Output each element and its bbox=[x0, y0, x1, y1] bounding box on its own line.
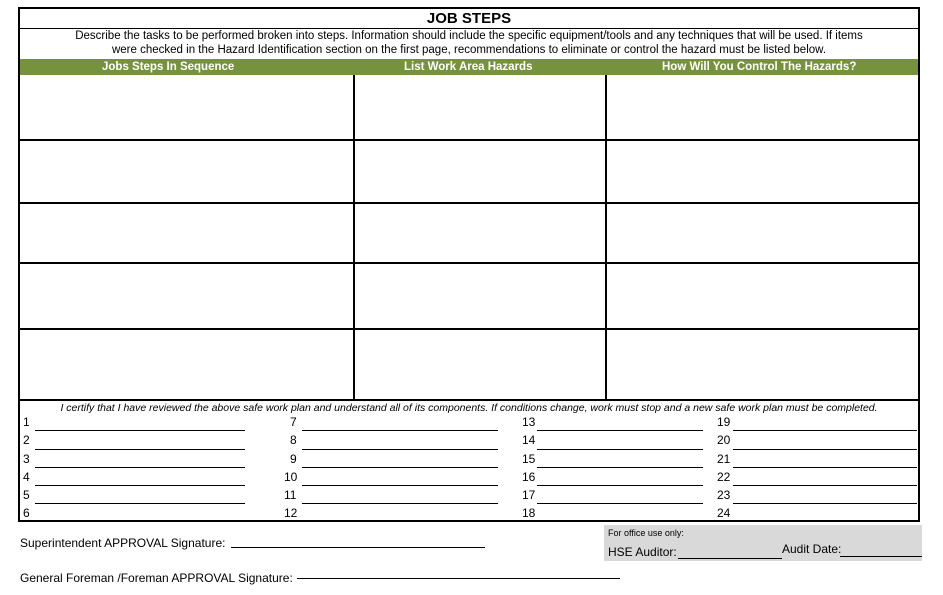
crew-signature-area bbox=[20, 414, 920, 522]
step-cell[interactable] bbox=[20, 264, 353, 328]
signature-line[interactable] bbox=[537, 449, 703, 450]
control-cell[interactable] bbox=[607, 75, 918, 139]
office-use-note: For office use only: bbox=[608, 528, 684, 538]
signature-line[interactable] bbox=[302, 467, 498, 468]
signature-number: 10 bbox=[284, 470, 298, 484]
signature-line[interactable] bbox=[302, 503, 498, 504]
signature-line[interactable] bbox=[537, 485, 703, 486]
signature-number: 11 bbox=[284, 488, 297, 502]
signature-line[interactable] bbox=[35, 449, 245, 450]
signature-number: 19 bbox=[717, 415, 731, 429]
signature-number: 22 bbox=[717, 470, 731, 484]
control-cell[interactable] bbox=[607, 141, 918, 202]
column-header-steps: Jobs Steps In Sequence bbox=[102, 61, 235, 73]
office-use-box bbox=[604, 525, 922, 561]
hazard-cell[interactable] bbox=[355, 141, 605, 202]
signature-number: 12 bbox=[284, 506, 298, 520]
control-cell[interactable] bbox=[607, 204, 918, 262]
signature-number: 6 bbox=[23, 506, 30, 520]
instructions bbox=[20, 29, 918, 57]
column-header-hazards: List Work Area Hazards bbox=[404, 61, 533, 73]
signature-number: 3 bbox=[23, 452, 30, 466]
signature-line[interactable] bbox=[35, 485, 245, 486]
step-cell[interactable] bbox=[20, 330, 353, 399]
hazard-cell[interactable] bbox=[355, 204, 605, 262]
signature-number: 17 bbox=[522, 488, 536, 502]
column-header-controls: How Will You Control The Hazards? bbox=[662, 61, 857, 73]
signature-number: 7 bbox=[290, 415, 297, 429]
step-cell[interactable] bbox=[20, 141, 353, 202]
signature-line[interactable] bbox=[733, 430, 917, 431]
instructions-line-2: were checked in the Hazard Identification section on the first page, recommendations to eliminate or control the hazard must be listed below. bbox=[111, 44, 827, 56]
foreman-signature-label: General Foreman /Foreman APPROVAL Signature: bbox=[20, 571, 293, 585]
signature-number: 2 bbox=[23, 433, 30, 447]
signature-number: 1 bbox=[23, 415, 30, 429]
signature-number: 5 bbox=[23, 488, 30, 502]
signature-number: 24 bbox=[717, 506, 731, 520]
superintendent-signature-line[interactable] bbox=[231, 547, 485, 548]
certification-statement: I certify that I have reviewed the above safe work plan and understand all of its components. If conditions change, work must stop and a new safe work plan must be completed. bbox=[60, 402, 878, 414]
control-cell[interactable] bbox=[607, 264, 918, 328]
step-cell[interactable] bbox=[20, 75, 353, 139]
instructions-line-1: Describe the tasks to be performed broken into steps. Information should include the specific equipment/tools and any techniques that will be used. If items bbox=[75, 30, 863, 42]
foreman-signature-line[interactable] bbox=[297, 578, 620, 579]
signature-line[interactable] bbox=[35, 430, 245, 431]
hazard-cell[interactable] bbox=[355, 330, 605, 399]
signature-number: 4 bbox=[23, 470, 30, 484]
signature-number: 21 bbox=[717, 452, 731, 466]
signature-line[interactable] bbox=[35, 467, 245, 468]
control-cell[interactable] bbox=[607, 330, 918, 399]
signature-line[interactable] bbox=[302, 485, 498, 486]
signature-number: 8 bbox=[290, 433, 297, 447]
audit-date-label: Audit Date: bbox=[782, 542, 842, 556]
hse-auditor-label: HSE Auditor: bbox=[608, 545, 677, 559]
signature-line[interactable] bbox=[733, 485, 917, 486]
signature-line[interactable] bbox=[537, 503, 703, 504]
page-title: JOB STEPS bbox=[20, 9, 918, 29]
signature-line[interactable] bbox=[733, 503, 917, 504]
signature-number: 9 bbox=[290, 452, 297, 466]
step-cell[interactable] bbox=[20, 204, 353, 262]
signature-number: 13 bbox=[522, 415, 536, 429]
hazard-cell[interactable] bbox=[355, 264, 605, 328]
signature-line[interactable] bbox=[537, 430, 703, 431]
signature-number: 15 bbox=[522, 452, 536, 466]
hazard-cell[interactable] bbox=[355, 75, 605, 139]
signature-number: 14 bbox=[522, 433, 536, 447]
table-header bbox=[20, 59, 918, 75]
signature-line[interactable] bbox=[302, 449, 498, 450]
audit-date-line[interactable] bbox=[840, 556, 922, 557]
signature-line[interactable] bbox=[302, 430, 498, 431]
signature-number: 18 bbox=[522, 506, 536, 520]
row-divider bbox=[20, 399, 918, 401]
signature-number: 16 bbox=[522, 470, 536, 484]
hse-auditor-line[interactable] bbox=[678, 558, 782, 559]
signature-line[interactable] bbox=[733, 467, 917, 468]
signature-number: 23 bbox=[717, 488, 731, 502]
signature-line[interactable] bbox=[35, 503, 245, 504]
signature-line[interactable] bbox=[733, 449, 917, 450]
signature-line[interactable] bbox=[537, 467, 703, 468]
job-steps-table bbox=[20, 75, 918, 401]
superintendent-signature-label: Superintendent APPROVAL Signature: bbox=[20, 536, 226, 550]
signature-number: 20 bbox=[717, 433, 731, 447]
